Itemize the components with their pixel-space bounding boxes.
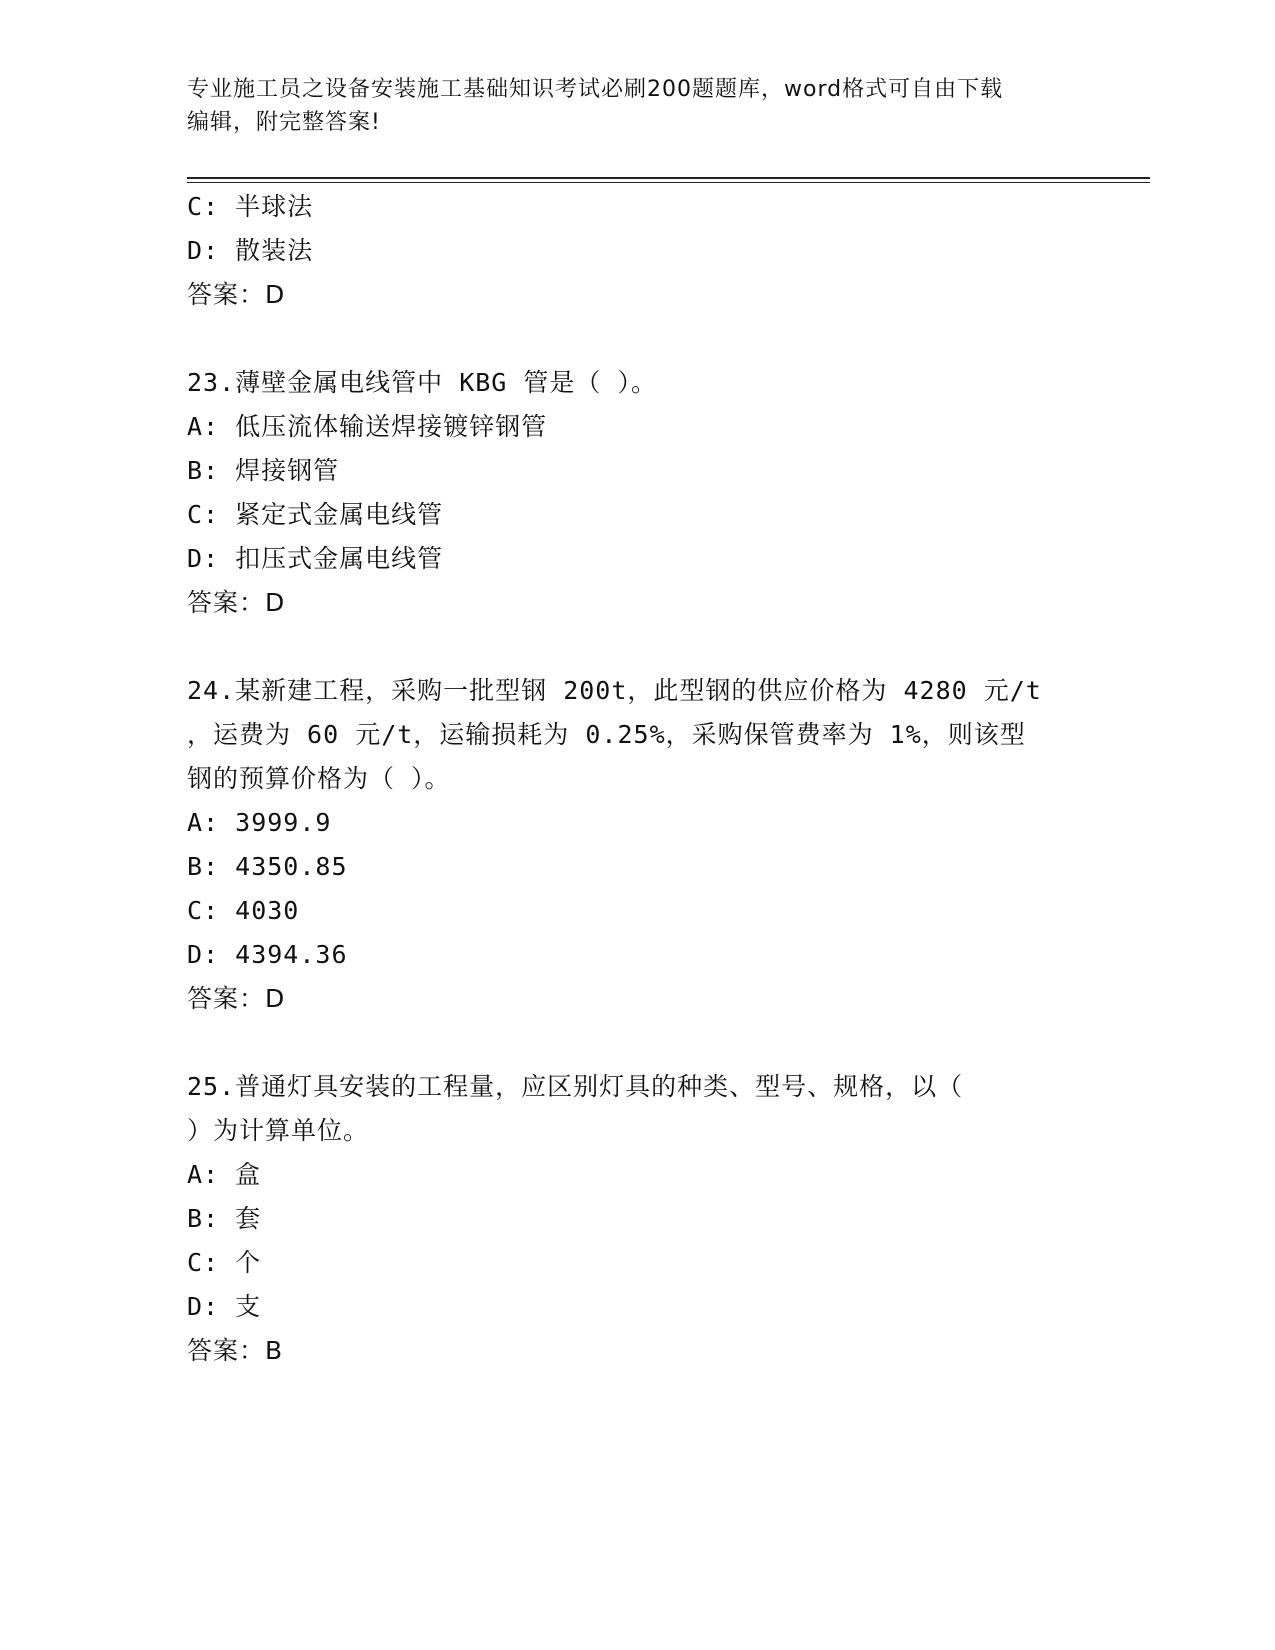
header-divider-bottom: [187, 182, 1150, 183]
q25-option-b: B: 套: [187, 1204, 262, 1233]
q24-stem-line-3: 钢的预算价格为（ ）。: [187, 764, 451, 793]
q24-stem-line-2: ，运费为 60 元/t，运输损耗为 0.25%，采购保管费率为 1%，则该型: [187, 720, 1026, 749]
q24-option-a: A: 3999.9: [187, 808, 332, 837]
q25-stem-line-1: 25.普通灯具安装的工程量，应区别灯具的种类、型号、规格，以（: [187, 1072, 964, 1101]
q22-option-d: D: 散装法: [187, 236, 314, 265]
q25-stem-line-2: ）为计算单位。: [187, 1116, 370, 1145]
q23-option-d: D: 扣压式金属电线管: [187, 544, 444, 573]
q25-answer: 答案：B: [187, 1336, 284, 1365]
q24-option-c: C: 4030: [187, 896, 300, 925]
header-title-line-1: 专业施工员之设备安装施工基础知识考试必刷200题题库，word格式可自由下载: [187, 77, 1004, 102]
q22-answer: 答案：D: [187, 280, 286, 309]
q24-stem-line-1: 24.某新建工程，采购一批型钢 200t，此型钢的供应价格为 4280 元/t: [187, 676, 1042, 705]
q23-stem: 23.薄壁金属电线管中 KBG 管是（ ）。: [187, 368, 657, 397]
q24-option-b: B: 4350.85: [187, 852, 348, 881]
document-header: [187, 73, 1087, 139]
q23-option-b: B: 焊接钢管: [187, 456, 340, 485]
header-divider-top: [187, 177, 1150, 179]
q25-option-c: C: 个: [187, 1248, 262, 1277]
q24-answer: 答案：D: [187, 984, 286, 1013]
header-title-line-2: 编辑，附完整答案!: [187, 110, 381, 135]
q22-option-c: C: 半球法: [187, 192, 314, 221]
q24-option-d: D: 4394.36: [187, 940, 348, 969]
q25-option-a: A: 盒: [187, 1160, 262, 1189]
q23-option-a: A: 低压流体输送焊接镀锌钢管: [187, 412, 548, 441]
q23-option-c: C: 紧定式金属电线管: [187, 500, 444, 529]
q25-option-d: D: 支: [187, 1292, 262, 1321]
q23-answer: 答案：D: [187, 588, 286, 617]
